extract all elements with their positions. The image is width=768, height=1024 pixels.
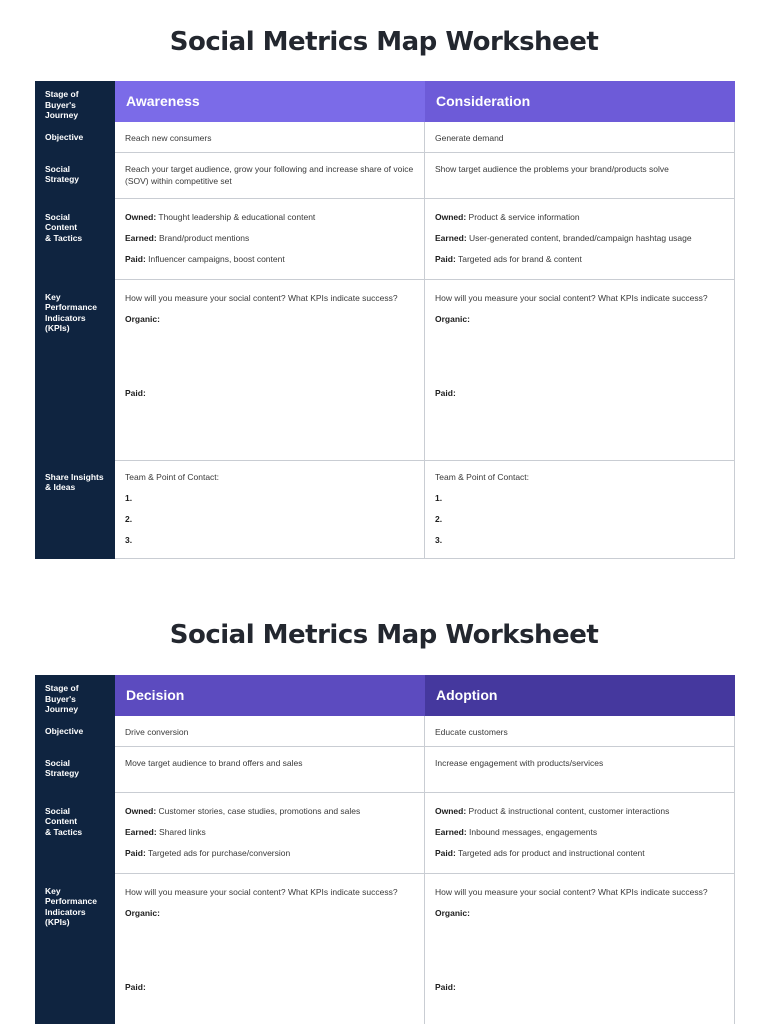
organic-label: Organic: [435, 907, 470, 918]
objective-row [36, 121, 735, 152]
kpi-question: How will you measure your social content? What KPIs indicate success? [125, 886, 398, 897]
kpi-cell [115, 279, 425, 460]
paid-text: Targeted ads for product and instructional content [458, 847, 645, 858]
row-label-content: Social Content & Tactics [36, 198, 115, 279]
list-item: 2. [435, 513, 443, 524]
strategy-cell: Reach your target audience, grow your following and increase share of voice (SOV) within competitive set [115, 152, 425, 198]
owned-text: Product & instructional content, customer interactions [468, 805, 670, 816]
content-row [36, 792, 735, 873]
worksheet-table [35, 675, 735, 1024]
row-label-content: Social Content & Tactics [36, 792, 115, 873]
column-header-adoption: Adoption [425, 676, 735, 716]
organic-label: Organic: [435, 313, 470, 324]
strategy-row [36, 746, 735, 792]
paid-text: Targeted ads for purchase/conversion [148, 847, 291, 858]
owned-label: Owned: [435, 211, 467, 222]
content-cell [425, 792, 735, 873]
row-label-stage: Stage of Buyer's Journey [36, 82, 115, 122]
strategy-cell: Increase engagement with products/services [425, 746, 735, 792]
page-title: Social Metrics Map Worksheet [169, 27, 599, 57]
earned-label: Earned: [435, 232, 467, 243]
kpi-row [36, 279, 735, 460]
owned-text: Thought leadership & educational content [158, 211, 316, 222]
paid-text: Influencer campaigns, boost content [148, 253, 285, 264]
column-header-awareness: Awareness [115, 82, 425, 122]
earned-text: Shared links [159, 826, 206, 837]
stage-row [36, 676, 735, 716]
paid-label: Paid: [435, 253, 456, 264]
paid-label: Paid: [125, 253, 146, 264]
list-item: 3. [435, 534, 443, 545]
content-cell [115, 792, 425, 873]
insights-row [36, 460, 735, 558]
paid-text: Targeted ads for brand & content [458, 253, 582, 264]
owned-label: Owned: [125, 805, 157, 816]
objective-cell: Drive conversion [115, 715, 425, 746]
content-row [36, 198, 735, 279]
row-label-objective: Objective [36, 715, 115, 746]
organic-label: Organic: [125, 313, 160, 324]
list-item: 1. [125, 492, 133, 503]
kpi-cell [115, 873, 425, 1024]
kpi-paid-label: Paid: [125, 387, 146, 398]
row-label-stage: Stage of Buyer's Journey [36, 676, 115, 716]
objective-row [36, 715, 735, 746]
kpi-paid-label: Paid: [125, 981, 146, 992]
earned-label: Earned: [125, 826, 157, 837]
earned-label: Earned: [435, 826, 467, 837]
stage-row [36, 82, 735, 122]
list-item: 1. [435, 492, 443, 503]
strategy-row [36, 152, 735, 198]
row-label-strategy: Social Strategy [36, 746, 115, 792]
page-title: Social Metrics Map Worksheet [169, 620, 599, 650]
earned-text: Brand/product mentions [159, 232, 250, 243]
kpi-question: How will you measure your social content? What KPIs indicate success? [435, 292, 708, 303]
earned-text: Inbound messages, engagements [469, 826, 598, 837]
column-header-consideration: Consideration [425, 82, 735, 122]
kpi-question: How will you measure your social content? What KPIs indicate success? [125, 292, 398, 303]
row-label-kpi: Key Performance Indicators (KPIs) [36, 279, 115, 460]
insights-cell [115, 460, 425, 558]
earned-text: User-generated content, branded/campaign hashtag usage [469, 232, 692, 243]
list-item: 2. [125, 513, 133, 524]
objective-cell: Reach new consumers [115, 121, 425, 152]
kpi-cell [425, 873, 735, 1024]
worksheet-table [35, 81, 735, 559]
earned-label: Earned: [125, 232, 157, 243]
paid-label: Paid: [435, 847, 456, 858]
paid-label: Paid: [125, 847, 146, 858]
row-label-insights: Share Insights & Ideas [36, 460, 115, 558]
owned-label: Owned: [125, 211, 157, 222]
list-item: 3. [125, 534, 133, 545]
strategy-cell: Move target audience to brand offers and sales [115, 746, 425, 792]
row-label-strategy: Social Strategy [36, 152, 115, 198]
owned-text: Product & service information [468, 211, 580, 222]
team-label: Team & Point of Contact: [125, 471, 220, 482]
kpi-cell [425, 279, 735, 460]
owned-text: Customer stories, case studies, promotions and sales [158, 805, 361, 816]
objective-cell: Educate customers [425, 715, 735, 746]
strategy-cell: Show target audience the problems your brand/products solve [425, 152, 735, 198]
insights-cell [425, 460, 735, 558]
row-label-kpi: Key Performance Indicators (KPIs) [36, 873, 115, 1024]
column-header-decision: Decision [115, 676, 425, 716]
kpi-paid-label: Paid: [435, 387, 456, 398]
kpi-paid-label: Paid: [435, 981, 456, 992]
objective-cell: Generate demand [425, 121, 735, 152]
team-label: Team & Point of Contact: [435, 471, 530, 482]
kpi-question: How will you measure your social content? What KPIs indicate success? [435, 886, 708, 897]
organic-label: Organic: [125, 907, 160, 918]
owned-label: Owned: [435, 805, 467, 816]
content-cell [115, 198, 425, 279]
content-cell [425, 198, 735, 279]
row-label-objective: Objective [36, 121, 115, 152]
kpi-row [36, 873, 735, 1024]
